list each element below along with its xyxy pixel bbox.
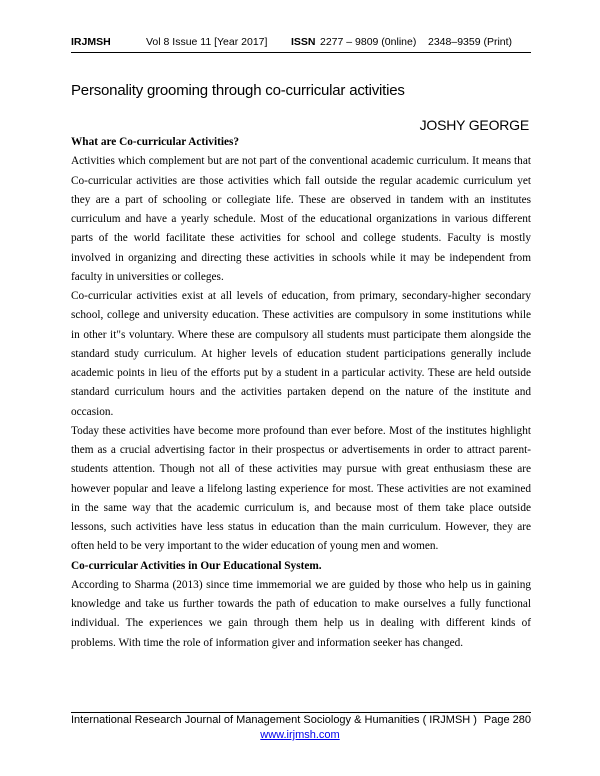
article-author: JOSHY GEORGE — [419, 117, 529, 133]
footer-journal-name: International Research Journal of Management Sociology & Humanities ( IRJMSH ) — [71, 714, 477, 726]
paragraph: Co-curricular activities exist at all levels of education, from primary, secondary-higher secondary school, college and university education. These activities are compulsory in some institutions while in other it"s voluntary. Where these are compulsory all students must participate them alongside the standard study curriculum. At higher levels of education student participations generally include academic points in lieu of the efforts put by a student in a particular activity. These are held outside standard curriculum hours and the activities partaken depend on the nature of the institute and occasion. — [71, 290, 531, 418]
article-body — [71, 133, 531, 653]
paragraph: Today these activities have become more profound than ever before. Most of the institutes highlight them as a crucial advertising factor in their prospectus or advertisements in order to attract parent-students attention. Though not all of these activities may pursue with great enthusiasm these are however popular and leave a lifelong lasting experience for most. These activities are not examined in the same way that the academic curriculum is, and because most of them take place outside lessons, such activities have less status in education than the main curriculum. However, they are often held to be very important to the wider education of young men and women. — [71, 424, 531, 553]
volume-info: Vol 8 Issue 11 [Year 2017] — [146, 36, 268, 48]
journal-abbrev: IRJMSH — [71, 36, 111, 48]
issn-print: 2348–9359 (Print) — [428, 36, 513, 48]
issn-label: ISSN — [291, 36, 316, 48]
section-heading: Co-curricular Activities in Our Educational System. — [71, 559, 322, 572]
journal-website-link[interactable]: www.irjmsh.com — [260, 729, 340, 741]
paragraph: Activities which complement but are not part of the conventional academic curriculum. It means that Co-curricular activities are those activities which fall outside the regular academic curriculum yet they are a part of schooling or collegiate life. These are observed in tandem with an institutes curriculum and have a yearly schedule. Most of the educational organizations in various different parts of the world facilitate these activities for school and college students. Faculty is mostly involved in organizing and directing these activities in schools while it may be independent from faculty in universities or colleges. — [71, 155, 531, 283]
section-heading: What are Co-curricular Activities? — [71, 136, 240, 148]
page-number: Page 280 — [483, 714, 531, 726]
article-title: Personality grooming through co-curricular activities — [71, 82, 405, 99]
footer-rule — [71, 712, 531, 713]
paragraph: According to Sharma (2013) since time immemorial we are guided by those who help us in gaining knowledge and take us further towards the path of education to make ourselves a fully functional individual. The experiences we gain through them help us in dealing with different kinds of problems. With time the role of information giver and information seeker has changed. — [71, 578, 531, 649]
header-rule — [71, 52, 531, 53]
issn-online: 2277 – 9809 (0nline) — [320, 36, 417, 48]
